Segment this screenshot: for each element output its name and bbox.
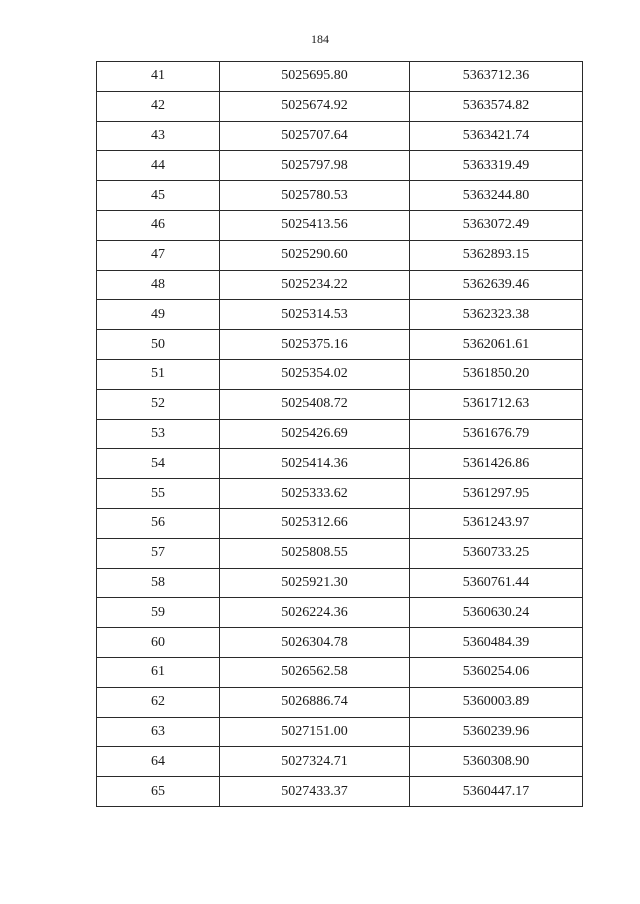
point-number-cell: 54	[97, 449, 220, 479]
y-coordinate-cell: 5362323.38	[410, 300, 583, 330]
x-coordinate-cell: 5025808.55	[220, 538, 410, 568]
table-row	[97, 508, 583, 538]
x-coordinate-cell: 5025797.98	[220, 151, 410, 181]
y-coordinate-cell: 5361297.95	[410, 479, 583, 509]
point-number-cell: 57	[97, 538, 220, 568]
point-number-cell: 61	[97, 657, 220, 687]
x-coordinate-cell: 5025413.56	[220, 210, 410, 240]
x-coordinate-cell: 5025314.53	[220, 300, 410, 330]
y-coordinate-cell: 5360003.89	[410, 687, 583, 717]
y-coordinate-cell: 5360630.24	[410, 598, 583, 628]
table-row	[97, 240, 583, 270]
table-row	[97, 389, 583, 419]
table-row	[97, 479, 583, 509]
coordinates-table	[96, 61, 583, 807]
point-number-cell: 53	[97, 419, 220, 449]
point-number-cell: 43	[97, 121, 220, 151]
x-coordinate-cell: 5025426.69	[220, 419, 410, 449]
y-coordinate-cell: 5363319.49	[410, 151, 583, 181]
table-row	[97, 687, 583, 717]
point-number-cell: 65	[97, 777, 220, 807]
table-row	[97, 151, 583, 181]
y-coordinate-cell: 5363574.82	[410, 91, 583, 121]
point-number-cell: 46	[97, 210, 220, 240]
y-coordinate-cell: 5362893.15	[410, 240, 583, 270]
y-coordinate-cell: 5361850.20	[410, 359, 583, 389]
y-coordinate-cell: 5360239.96	[410, 717, 583, 747]
table-row	[97, 121, 583, 151]
table-row	[97, 419, 583, 449]
table-row	[97, 91, 583, 121]
point-number-cell: 58	[97, 568, 220, 598]
table-row	[97, 777, 583, 807]
x-coordinate-cell: 5027151.00	[220, 717, 410, 747]
table-row	[97, 657, 583, 687]
point-number-cell: 47	[97, 240, 220, 270]
coordinates-table-body	[97, 62, 583, 807]
x-coordinate-cell: 5025234.22	[220, 270, 410, 300]
x-coordinate-cell: 5025414.36	[220, 449, 410, 479]
x-coordinate-cell: 5025333.62	[220, 479, 410, 509]
y-coordinate-cell: 5360484.39	[410, 628, 583, 658]
table-row	[97, 300, 583, 330]
y-coordinate-cell: 5361426.86	[410, 449, 583, 479]
page-number: 184	[311, 32, 329, 46]
point-number-cell: 64	[97, 747, 220, 777]
x-coordinate-cell: 5025921.30	[220, 568, 410, 598]
point-number-cell: 60	[97, 628, 220, 658]
table-row	[97, 181, 583, 211]
x-coordinate-cell: 5025408.72	[220, 389, 410, 419]
y-coordinate-cell: 5363072.49	[410, 210, 583, 240]
y-coordinate-cell: 5361676.79	[410, 419, 583, 449]
y-coordinate-cell: 5363421.74	[410, 121, 583, 151]
table-row	[97, 538, 583, 568]
y-coordinate-cell: 5360733.25	[410, 538, 583, 568]
point-number-cell: 45	[97, 181, 220, 211]
point-number-cell: 59	[97, 598, 220, 628]
x-coordinate-cell: 5026304.78	[220, 628, 410, 658]
x-coordinate-cell: 5025674.92	[220, 91, 410, 121]
point-number-cell: 44	[97, 151, 220, 181]
table-row	[97, 568, 583, 598]
point-number-cell: 63	[97, 717, 220, 747]
y-coordinate-cell: 5363712.36	[410, 62, 583, 92]
x-coordinate-cell: 5025290.60	[220, 240, 410, 270]
table-row	[97, 270, 583, 300]
point-number-cell: 55	[97, 479, 220, 509]
table-row	[97, 747, 583, 777]
point-number-cell: 56	[97, 508, 220, 538]
x-coordinate-cell: 5025375.16	[220, 330, 410, 360]
point-number-cell: 50	[97, 330, 220, 360]
x-coordinate-cell: 5025707.64	[220, 121, 410, 151]
x-coordinate-cell: 5025780.53	[220, 181, 410, 211]
table-row	[97, 330, 583, 360]
point-number-cell: 41	[97, 62, 220, 92]
table-row	[97, 717, 583, 747]
table-row	[97, 598, 583, 628]
y-coordinate-cell: 5361243.97	[410, 508, 583, 538]
table-row	[97, 449, 583, 479]
point-number-cell: 62	[97, 687, 220, 717]
y-coordinate-cell: 5360308.90	[410, 747, 583, 777]
table-row	[97, 210, 583, 240]
point-number-cell: 49	[97, 300, 220, 330]
y-coordinate-cell: 5361712.63	[410, 389, 583, 419]
y-coordinate-cell: 5360761.44	[410, 568, 583, 598]
x-coordinate-cell: 5025695.80	[220, 62, 410, 92]
x-coordinate-cell: 5026224.36	[220, 598, 410, 628]
y-coordinate-cell: 5363244.80	[410, 181, 583, 211]
point-number-cell: 52	[97, 389, 220, 419]
y-coordinate-cell: 5362061.61	[410, 330, 583, 360]
y-coordinate-cell: 5360447.17	[410, 777, 583, 807]
x-coordinate-cell: 5027324.71	[220, 747, 410, 777]
point-number-cell: 51	[97, 359, 220, 389]
y-coordinate-cell: 5360254.06	[410, 657, 583, 687]
x-coordinate-cell: 5025312.66	[220, 508, 410, 538]
table-row	[97, 62, 583, 92]
table-row	[97, 628, 583, 658]
point-number-cell: 42	[97, 91, 220, 121]
table-row	[97, 359, 583, 389]
x-coordinate-cell: 5026562.58	[220, 657, 410, 687]
x-coordinate-cell: 5026886.74	[220, 687, 410, 717]
x-coordinate-cell: 5025354.02	[220, 359, 410, 389]
x-coordinate-cell: 5027433.37	[220, 777, 410, 807]
y-coordinate-cell: 5362639.46	[410, 270, 583, 300]
point-number-cell: 48	[97, 270, 220, 300]
